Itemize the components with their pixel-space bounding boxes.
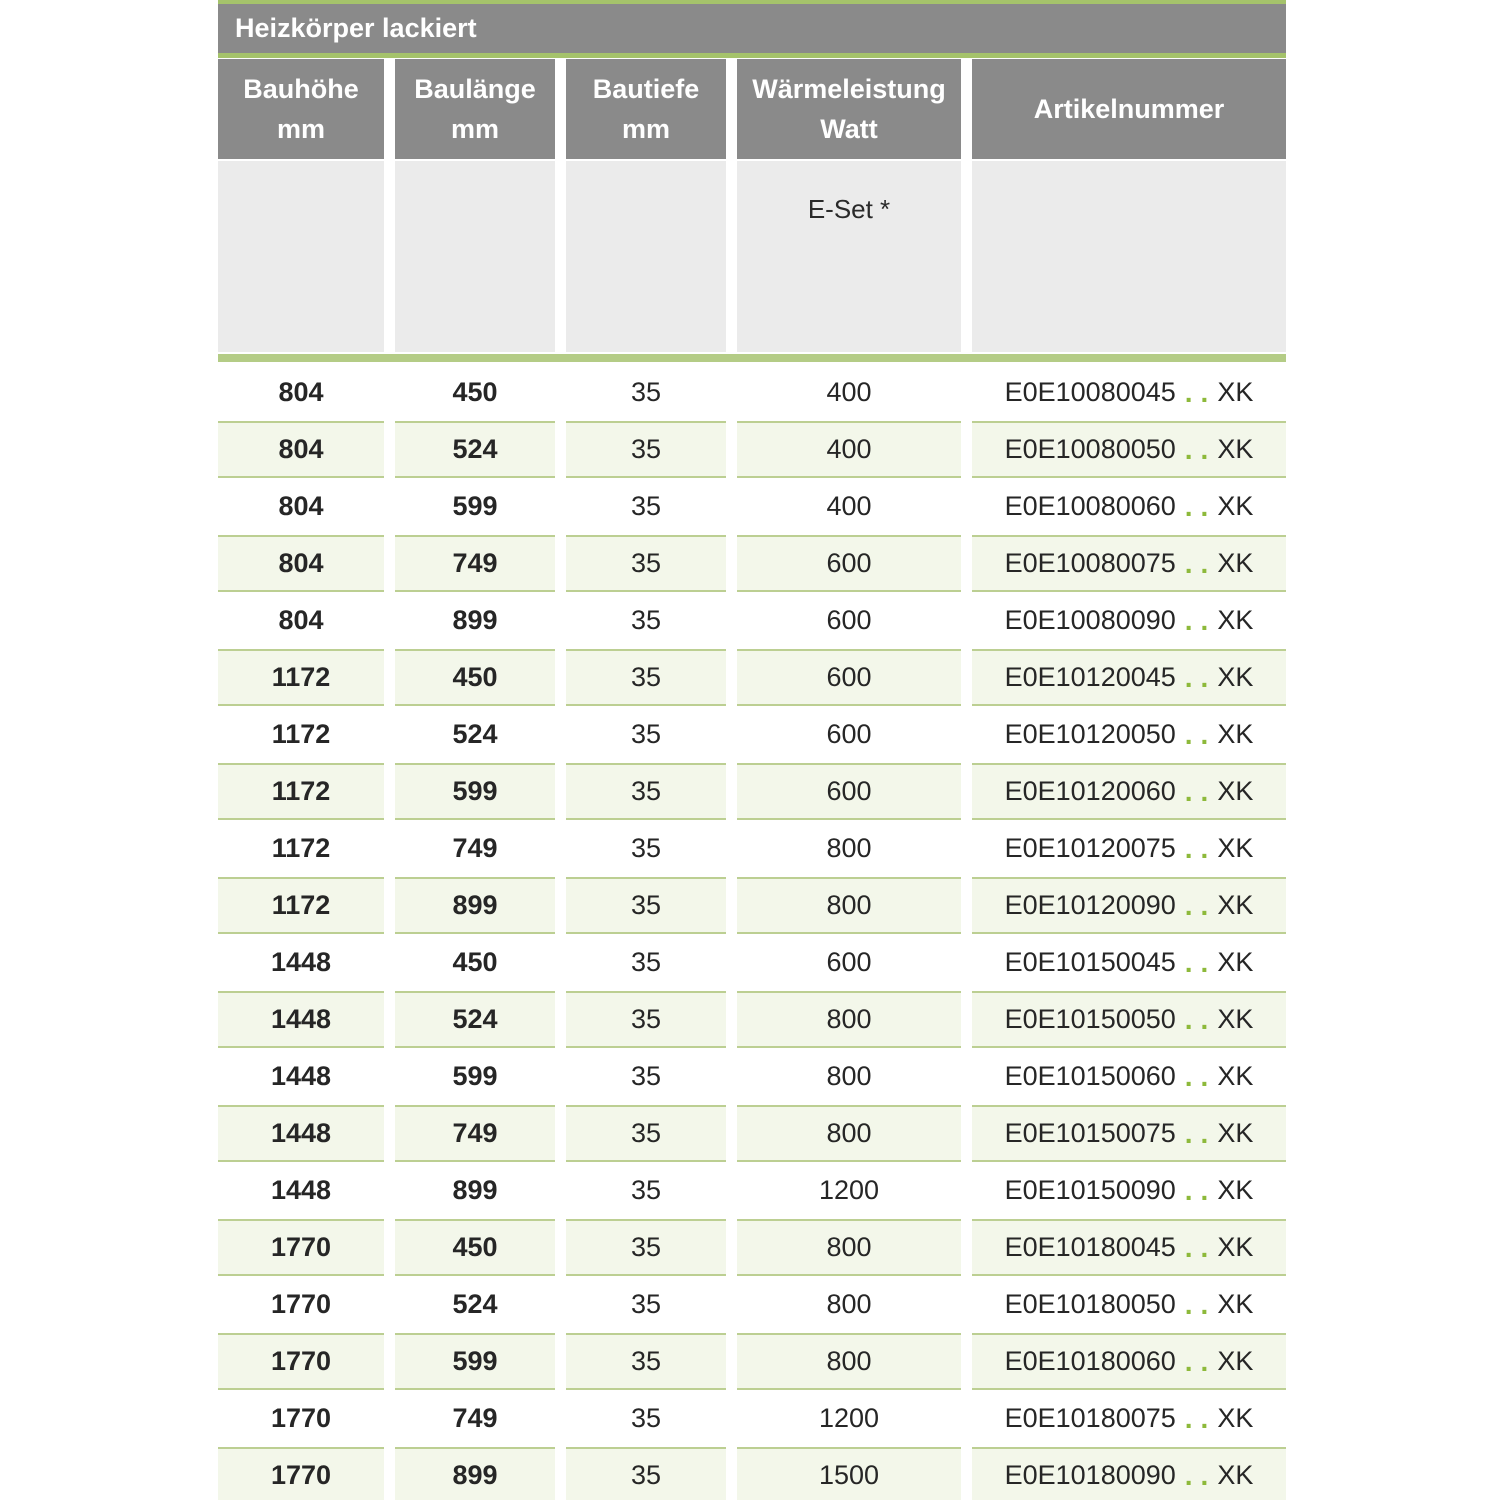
cell-artikelnummer [972,1219,1286,1276]
artikel-number: E0E10120090 [1004,890,1176,920]
cell-watt: 1500 [737,1447,961,1500]
column-header-row [218,59,1286,159]
cell-artikelnummer [972,421,1286,478]
column-label: Artikelnummer [1033,94,1225,124]
column-header-artikelnummer [972,59,1286,159]
cell-baulaenge: 450 [395,1219,555,1276]
cell-watt: 800 [737,991,961,1048]
column-label: Bauhöhe [243,74,359,104]
cell-baulaenge: 524 [395,421,555,478]
artikel-number: E0E10150050 [1004,1004,1176,1034]
cell-bauhoehe: 804 [218,421,384,478]
artikel-number: E0E10150090 [1004,1175,1176,1205]
cell-baulaenge: 524 [395,1276,555,1333]
column-header-bautiefe [566,59,726,159]
cell-bautiefe: 35 [566,649,726,706]
artikel-placeholder-dots: .. [1184,1288,1217,1320]
cell-bautiefe: 35 [566,763,726,820]
cell-watt: 800 [737,1276,961,1333]
cell-bauhoehe: 804 [218,592,384,649]
column-label: Baulänge [414,74,536,104]
cell-watt: 800 [737,1219,961,1276]
cell-bauhoehe: 1448 [218,991,384,1048]
subheader-cell-artikelnummer [972,161,1286,352]
artikel-placeholder-dots: .. [1184,775,1217,807]
cell-watt: 600 [737,535,961,592]
subheader-cell-bauhoehe [218,161,384,352]
cell-artikelnummer [972,478,1286,535]
cell-bautiefe: 35 [566,364,726,421]
cell-bauhoehe: 804 [218,535,384,592]
cell-bautiefe: 35 [566,1276,726,1333]
cell-bauhoehe: 804 [218,364,384,421]
column-unit: mm [621,114,670,144]
cell-bauhoehe: 1770 [218,1219,384,1276]
cell-baulaenge: 524 [395,991,555,1048]
artikel-number: E0E10150060 [1004,1061,1176,1091]
artikel-placeholder-dots: .. [1184,1003,1217,1035]
cell-artikelnummer [972,1390,1286,1447]
cell-bautiefe: 35 [566,1219,726,1276]
cell-bauhoehe: 1770 [218,1276,384,1333]
title-divider-line [218,53,1286,58]
artikel-number: E0E10080090 [1004,605,1176,635]
cell-bauhoehe: 1172 [218,877,384,934]
artikel-placeholder-dots: .. [1184,1345,1217,1377]
column-header-waermeleistung [737,59,961,159]
cell-artikelnummer [972,1048,1286,1105]
cell-bautiefe: 35 [566,1105,726,1162]
column-label: Wärmeleistung [752,74,946,104]
artikel-placeholder-dots: .. [1184,832,1217,864]
cell-baulaenge: 599 [395,763,555,820]
cell-artikelnummer [972,991,1286,1048]
cell-bauhoehe: 1448 [218,1048,384,1105]
cell-bauhoehe: 1172 [218,763,384,820]
cell-artikelnummer [972,1447,1286,1500]
cell-baulaenge: 749 [395,1390,555,1447]
radiator-spec-table [218,0,1286,1500]
cell-watt: 1200 [737,1390,961,1447]
cell-bauhoehe: 1448 [218,1105,384,1162]
artikel-number: E0E10180075 [1004,1403,1176,1433]
cell-watt: 800 [737,1105,961,1162]
cell-baulaenge: 599 [395,478,555,535]
artikel-number: E0E10120045 [1004,662,1176,692]
cell-baulaenge: 899 [395,592,555,649]
cell-watt: 800 [737,877,961,934]
artikel-suffix: XK [1217,1061,1254,1091]
artikel-suffix: XK [1217,833,1254,863]
cell-bautiefe: 35 [566,1447,726,1500]
subheader-row [218,161,1286,352]
artikel-suffix: XK [1217,1460,1254,1490]
cell-bautiefe: 35 [566,934,726,991]
cell-bautiefe: 35 [566,1390,726,1447]
cell-artikelnummer [972,706,1286,763]
cell-artikelnummer [972,1333,1286,1390]
cell-bauhoehe: 1448 [218,1162,384,1219]
cell-watt: 600 [737,649,961,706]
artikel-suffix: XK [1217,1232,1254,1262]
cell-watt: 800 [737,1048,961,1105]
cell-artikelnummer [972,592,1286,649]
artikel-suffix: XK [1217,491,1254,521]
artikel-suffix: XK [1217,776,1254,806]
artikel-placeholder-dots: .. [1184,889,1217,921]
cell-bautiefe: 35 [566,592,726,649]
cell-watt: 600 [737,934,961,991]
cell-watt: 1200 [737,1162,961,1219]
cell-artikelnummer [972,1162,1286,1219]
artikel-number: E0E10180090 [1004,1460,1176,1490]
cell-watt: 400 [737,364,961,421]
artikel-suffix: XK [1217,1004,1254,1034]
artikel-number: E0E10080045 [1004,377,1176,407]
cell-bautiefe: 35 [566,820,726,877]
cell-baulaenge: 749 [395,820,555,877]
artikel-placeholder-dots: .. [1184,946,1217,978]
cell-bautiefe: 35 [566,421,726,478]
artikel-placeholder-dots: .. [1184,490,1217,522]
cell-watt: 600 [737,592,961,649]
column-label: Bautiefe [592,74,700,104]
cell-watt: 400 [737,478,961,535]
artikel-number: E0E10080060 [1004,491,1176,521]
subheader-cell-bautiefe [566,161,726,352]
cell-baulaenge: 899 [395,877,555,934]
cell-bauhoehe: 1172 [218,706,384,763]
cell-artikelnummer [972,364,1286,421]
table-title: Heizkörper lackiert [235,13,477,43]
artikel-placeholder-dots: .. [1184,376,1217,408]
artikel-suffix: XK [1217,662,1254,692]
cell-watt: 400 [737,421,961,478]
artikel-suffix: XK [1217,434,1254,464]
cell-bauhoehe: 1770 [218,1447,384,1500]
header-separator-bar [218,354,1286,362]
artikel-suffix: XK [1217,1175,1254,1205]
artikel-placeholder-dots: .. [1184,433,1217,465]
cell-artikelnummer [972,649,1286,706]
subheader-cell-baulaenge [395,161,555,352]
artikel-suffix: XK [1217,1118,1254,1148]
artikel-suffix: XK [1217,1403,1254,1433]
cell-artikelnummer [972,535,1286,592]
cell-bauhoehe: 1448 [218,934,384,991]
cell-bautiefe: 35 [566,706,726,763]
cell-baulaenge: 599 [395,1048,555,1105]
column-unit: Watt [820,114,878,144]
column-unit: mm [276,114,325,144]
cell-baulaenge: 450 [395,934,555,991]
artikel-number: E0E10080075 [1004,548,1176,578]
artikel-suffix: XK [1217,947,1254,977]
cell-bauhoehe: 804 [218,478,384,535]
cell-baulaenge: 749 [395,1105,555,1162]
column-unit: mm [450,114,499,144]
artikel-number: E0E10120060 [1004,776,1176,806]
cell-bauhoehe: 1770 [218,1390,384,1447]
cell-bautiefe: 35 [566,1333,726,1390]
cell-artikelnummer [972,820,1286,877]
artikel-placeholder-dots: .. [1184,604,1217,636]
cell-bauhoehe: 1172 [218,649,384,706]
artikel-placeholder-dots: .. [1184,1402,1217,1434]
cell-watt: 600 [737,706,961,763]
artikel-number: E0E10150075 [1004,1118,1176,1148]
cell-artikelnummer [972,877,1286,934]
artikel-number: E0E10180060 [1004,1346,1176,1376]
artikel-number: E0E10120075 [1004,833,1176,863]
cell-bautiefe: 35 [566,991,726,1048]
artikel-suffix: XK [1217,548,1254,578]
cell-artikelnummer [972,763,1286,820]
cell-watt: 600 [737,763,961,820]
artikel-placeholder-dots: .. [1184,547,1217,579]
e-set-label: E-Set * [807,194,891,224]
artikel-placeholder-dots: .. [1184,1060,1217,1092]
artikel-number: E0E10180050 [1004,1289,1176,1319]
artikel-suffix: XK [1217,1346,1254,1376]
artikel-suffix: XK [1217,719,1254,749]
cell-baulaenge: 450 [395,364,555,421]
artikel-suffix: XK [1217,377,1254,407]
cell-bautiefe: 35 [566,1162,726,1219]
table-title-bar [218,4,1286,53]
cell-baulaenge: 599 [395,1333,555,1390]
cell-bautiefe: 35 [566,535,726,592]
cell-baulaenge: 899 [395,1447,555,1500]
cell-baulaenge: 524 [395,706,555,763]
artikel-placeholder-dots: .. [1184,1231,1217,1263]
table-body [218,364,1286,1500]
artikel-number: E0E10180045 [1004,1232,1176,1262]
artikel-placeholder-dots: .. [1184,1459,1217,1491]
cell-baulaenge: 899 [395,1162,555,1219]
cell-bautiefe: 35 [566,1048,726,1105]
artikel-suffix: XK [1217,890,1254,920]
cell-bautiefe: 35 [566,877,726,934]
column-header-bauhoehe [218,59,384,159]
cell-bauhoehe: 1172 [218,820,384,877]
cell-bauhoehe: 1770 [218,1333,384,1390]
artikel-number: E0E10080050 [1004,434,1176,464]
cell-artikelnummer [972,1105,1286,1162]
artikel-placeholder-dots: .. [1184,1117,1217,1149]
cell-watt: 800 [737,1333,961,1390]
artikel-placeholder-dots: .. [1184,718,1217,750]
subheader-cell-eset [737,161,961,352]
cell-watt: 800 [737,820,961,877]
artikel-suffix: XK [1217,1289,1254,1319]
artikel-number: E0E10120050 [1004,719,1176,749]
artikel-placeholder-dots: .. [1184,661,1217,693]
cell-artikelnummer [972,1276,1286,1333]
artikel-number: E0E10150045 [1004,947,1176,977]
cell-artikelnummer [972,934,1286,991]
cell-baulaenge: 450 [395,649,555,706]
cell-baulaenge: 749 [395,535,555,592]
artikel-placeholder-dots: .. [1184,1174,1217,1206]
artikel-suffix: XK [1217,605,1254,635]
cell-bautiefe: 35 [566,478,726,535]
column-header-baulaenge [395,59,555,159]
